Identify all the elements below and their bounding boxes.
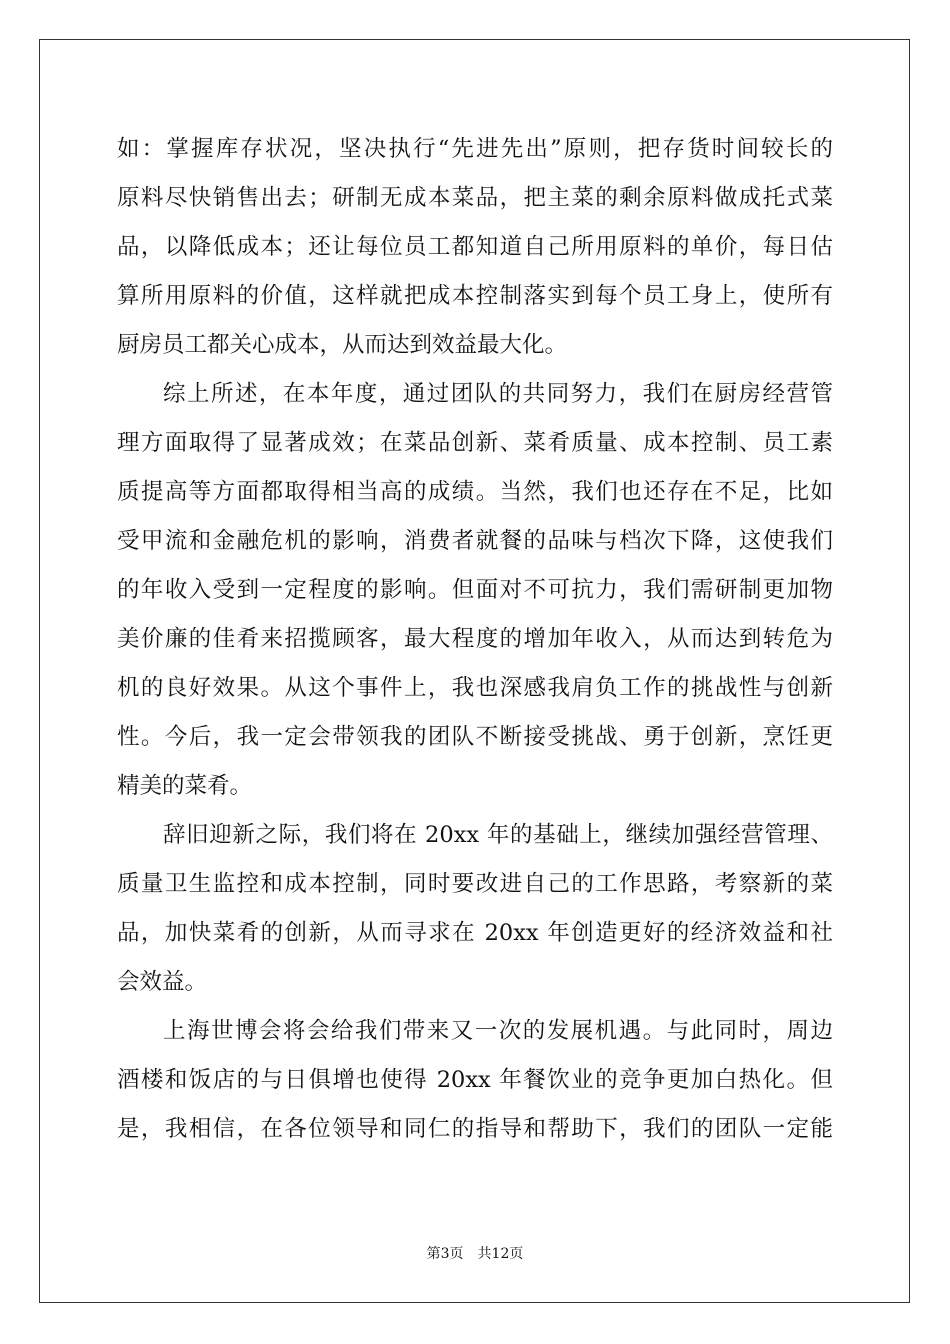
paragraph — [117, 1007, 833, 1154]
text-line: 如：掌握库存状况，坚决执行“先进先出”原则，把存货时间较长的 — [117, 136, 833, 162]
text-line: 是，我相信，在各位领导和同仁的指导和帮助下，我们的团队一定能 — [117, 1116, 833, 1142]
text-line: 质提高等方面都取得相当高的成绩。当然，我们也还存在不足，比如 — [117, 479, 833, 505]
page-number-current: 第3页 — [426, 1246, 464, 1262]
page-footer — [0, 1244, 950, 1264]
text-line: 机的良好效果。从这个事件上，我也深感我肩负工作的挑战性与创新 — [117, 675, 833, 701]
text-line: 理方面取得了显著成效；在菜品创新、菜肴质量、成本控制、员工素 — [117, 430, 833, 456]
page-number-total: 共12页 — [477, 1246, 524, 1262]
text-line: 美价廉的佳肴来招揽顾客，最大程度的增加年收入，从而达到转危为 — [117, 626, 833, 652]
text-line: 酒楼和饭店的与日俱增也使得 20xx 年餐饮业的竞争更加白热化。但 — [117, 1067, 833, 1093]
text-line: 品，以降低成本；还让每位员工都知道自己所用原料的单价，每日估 — [117, 234, 833, 260]
text-line: 受甲流和金融危机的影响，消费者就餐的品味与档次下降，这使我们 — [117, 528, 833, 554]
text-line: 原料尽快销售出去；研制无成本菜品，把主菜的剩余原料做成托式菜 — [117, 185, 833, 211]
paragraph — [117, 370, 833, 811]
text-line: 精美的菜肴。 — [117, 773, 253, 799]
paragraph — [117, 125, 833, 370]
text-line: 厨房员工都关心成本，从而达到效益最大化。 — [117, 332, 568, 358]
text-line: 品，加快菜肴的创新，从而寻求在 20xx 年创造更好的经济效益和社 — [117, 920, 833, 946]
text-line: 上海世博会将会给我们带来又一次的发展机遇。与此同时，周边 — [163, 1018, 833, 1044]
text-line: 会效益。 — [117, 969, 208, 995]
text-line: 的年收入受到一定程度的影响。但面对不可抗力，我们需研制更加物 — [117, 577, 833, 603]
text-line: 综上所述，在本年度，通过团队的共同努力，我们在厨房经营管 — [163, 381, 833, 407]
text-line: 辞旧迎新之际，我们将在 20xx 年的基础上，继续加强经营管理、 — [163, 822, 833, 848]
document-body — [117, 125, 833, 1154]
text-line: 算所用原料的价值，这样就把成本控制落实到每个员工身上，使所有 — [117, 283, 833, 309]
paragraph — [117, 811, 833, 1007]
text-line: 质量卫生监控和成本控制，同时要改进自己的工作思路，考察新的菜 — [117, 871, 833, 897]
text-line: 性。今后，我一定会带领我的团队不断接受挑战、勇于创新，烹饪更 — [117, 724, 833, 750]
